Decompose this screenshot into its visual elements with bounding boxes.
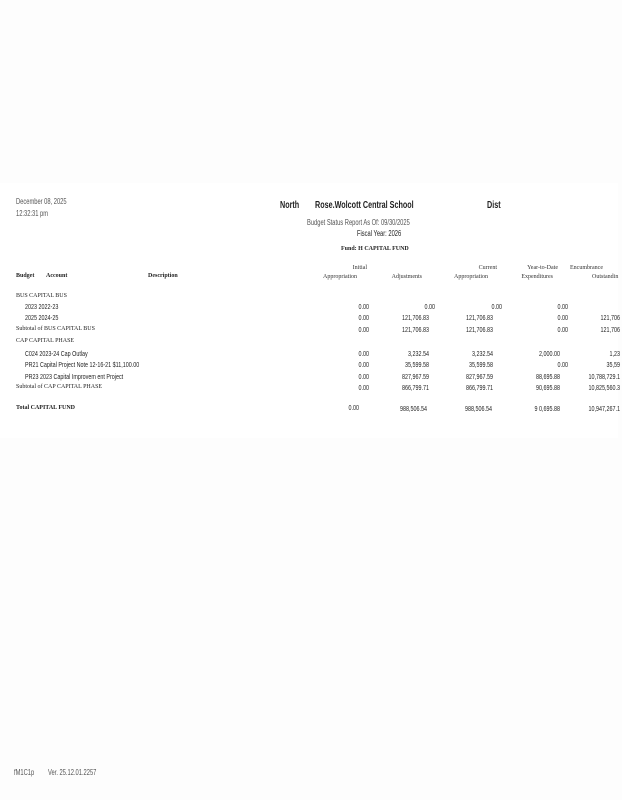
cell-initial: 0.00	[358, 360, 369, 369]
cell-adjustments: 121,706.83	[401, 325, 429, 334]
report-time: 12:32:31 pm	[16, 209, 49, 218]
row-label: 2025 2024-25	[25, 313, 59, 322]
section-header-bus: BUS CAPITAL BUS	[16, 293, 67, 299]
cell-enc: 10,825,560.3	[588, 383, 620, 392]
section-header-cap: CAP CAPITAL PHASE	[16, 338, 75, 344]
col-budget: Budget	[16, 273, 35, 279]
col-account: Account	[46, 273, 68, 279]
report-subtitle: Budget Status Report As Of: 09/30/2025	[307, 218, 410, 227]
cell-enc: 121,706	[600, 313, 620, 322]
title-suffix: Dist	[487, 200, 501, 211]
cell-adjustments: 0.00	[424, 302, 435, 311]
col-ytd-2: Expenditures	[521, 274, 553, 280]
cell-enc: 35,59	[606, 360, 620, 369]
cell-ytd: 90,695.88	[535, 383, 560, 392]
title-prefix: North	[280, 200, 300, 211]
cell-adjustments: 3,232.54	[407, 349, 429, 358]
cell-initial: 0.00	[358, 349, 369, 358]
col-enc-2: Outstandin	[592, 274, 619, 280]
row-label: PR21 Capital Project Note 12-16-21 $11,100.00	[25, 360, 140, 369]
cell-initial: 0.00	[358, 325, 369, 334]
footer-version: Ver. 25.12.01.2257	[48, 768, 97, 777]
cell-enc: 1,23	[609, 349, 620, 358]
cell-current: 0.00	[491, 302, 502, 311]
cell-adjustments: 35,599.58	[404, 360, 429, 369]
cell-ytd: 88,695.88	[535, 372, 560, 381]
cell-current: 3,232.54	[471, 349, 493, 358]
cell-adjustments: 866,799.71	[401, 383, 429, 392]
col-adjustments: Adjustments	[391, 274, 422, 280]
cell-enc: 10,947,267.1	[588, 404, 620, 413]
cell-current: 827,967.59	[465, 372, 493, 381]
cell-initial: 0.00	[358, 313, 369, 322]
col-current-1: Current	[478, 265, 497, 271]
col-current-2: Appropriation	[454, 274, 488, 280]
fund-label: Fund: H CAPITAL FUND	[341, 246, 409, 252]
cell-ytd: 0.00	[557, 302, 568, 311]
cell-ytd: 0.00	[557, 325, 568, 334]
col-ytd-1: Year-to-Date	[527, 265, 558, 271]
cell-enc: 121,706	[600, 325, 620, 334]
cell-initial: 0.00	[358, 372, 369, 381]
cell-ytd: 2,000.00	[538, 349, 560, 358]
cell-initial: 0.00	[358, 383, 369, 392]
report-date: December 08, 2025	[16, 197, 67, 206]
subtotal-label-bus: Subtotal of BUS CAPITAL BUS	[16, 326, 95, 332]
cell-adjustments: 827,967.59	[401, 372, 429, 381]
cell-adjustments: 988,506.54	[399, 404, 427, 413]
cell-adjustments: 121,706.83	[401, 313, 429, 322]
cell-initial: 0.00	[348, 403, 359, 412]
row-label: 2023 2022-23	[25, 302, 59, 311]
subtotal-label-cap: Subtotal of CAP CAPITAL PHASE	[16, 384, 103, 390]
cell-current: 35,599.58	[468, 360, 493, 369]
fiscal-year: Fiscal Year: 2026	[357, 229, 402, 238]
col-initial-2: Appropriation	[323, 274, 357, 280]
col-enc-1: Encumbrance	[570, 265, 603, 271]
row-label: PR23 2023 Capital Improvem ent Project	[25, 372, 124, 381]
col-initial-1: Initial	[352, 265, 367, 271]
cell-ytd: 0.00	[557, 313, 568, 322]
cell-current: 866,799.71	[465, 383, 493, 392]
cell-current: 121,706.83	[465, 313, 493, 322]
cell-ytd: 9 0,695.88	[534, 404, 560, 413]
cell-ytd: 0.00	[557, 360, 568, 369]
row-label: C024 2023-24 Cap Outlay	[25, 349, 88, 358]
cell-initial: 0.00	[358, 302, 369, 311]
total-label: Total CAPITAL FUND	[16, 405, 76, 411]
footer-code: fM1C1p	[14, 768, 35, 777]
col-description: Description	[148, 273, 178, 279]
cell-enc: 10,788,729.1	[588, 372, 620, 381]
cell-current: 121,706.83	[465, 325, 493, 334]
report-title: Rose.Wolcott Central School	[315, 200, 414, 211]
cell-current: 988,506.54	[464, 404, 492, 413]
